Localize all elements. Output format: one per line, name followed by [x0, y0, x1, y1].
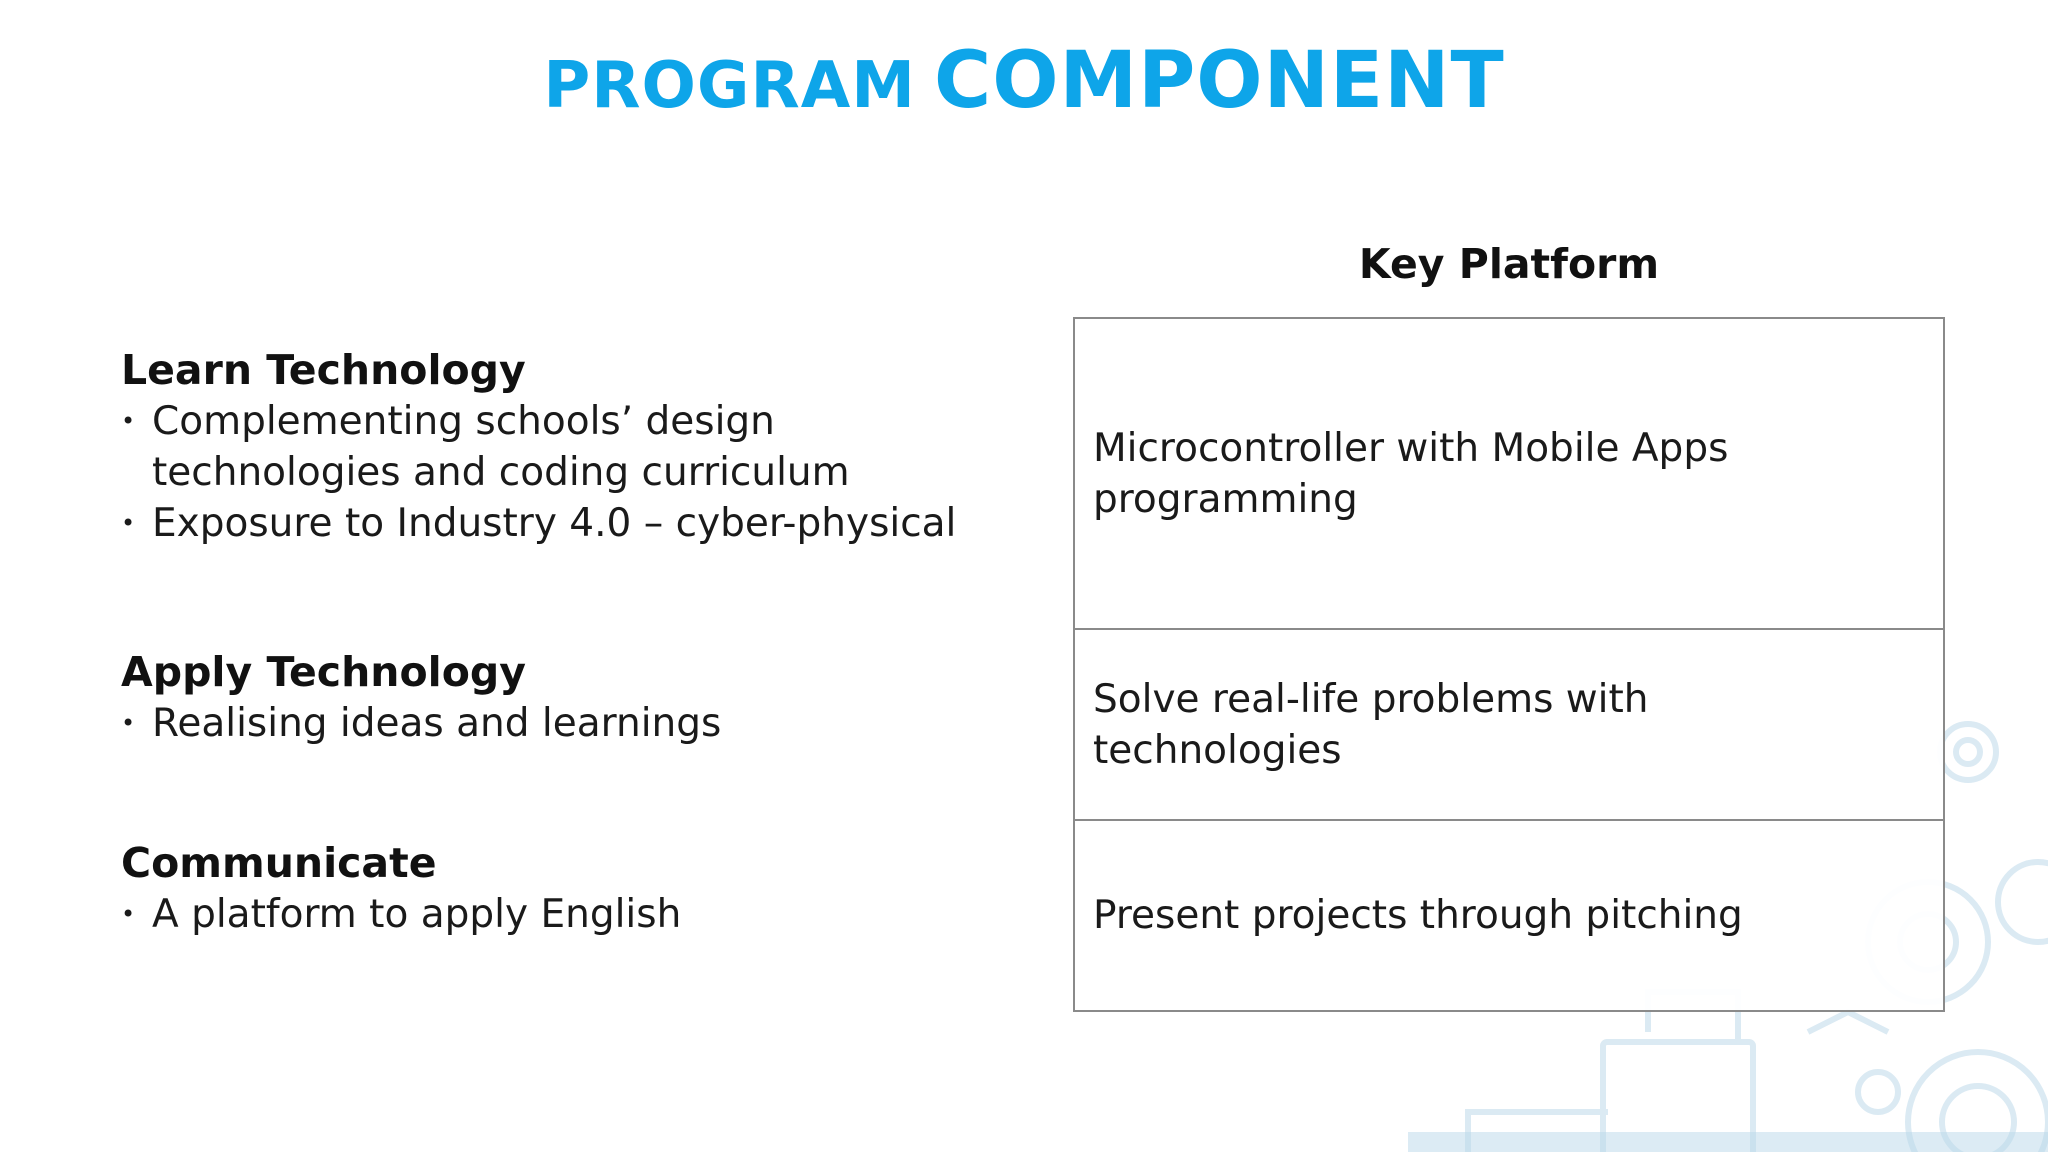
bullet-list	[121, 396, 1051, 549]
title-word-component: COMPONENT	[933, 36, 1505, 126]
bullet-text-line: technologies and coding curriculum	[152, 450, 850, 495]
key-platform-heading: Key Platform	[1358, 240, 1660, 288]
bullet-list	[121, 698, 1051, 749]
cell-text-line: Solve real-life problems with	[1093, 676, 1649, 722]
slide-title	[0, 36, 2048, 126]
bullet-text-line: Complementing schools’ design	[152, 399, 775, 444]
bullet-list	[121, 889, 1051, 940]
bullet-dot: •	[121, 709, 136, 737]
table-row	[1075, 630, 1943, 821]
cell-text-line: technologies	[1093, 727, 1342, 773]
bullet-text-line: Realising ideas and learnings	[152, 701, 722, 746]
table-cell	[1093, 423, 1728, 525]
table-cell	[1093, 674, 1649, 776]
bullet-item	[121, 698, 1051, 749]
section-learn-technology	[121, 344, 1051, 549]
section-apply-technology	[121, 646, 1051, 749]
section-heading: Communicate	[121, 839, 437, 887]
bullet-text-line: Exposure to Industry 4.0 – cyber-physical	[152, 501, 957, 546]
bullet-text-line: A platform to apply English	[152, 892, 682, 937]
section-heading: Learn Technology	[121, 346, 526, 394]
cell-text-line: Microcontroller with Mobile Apps	[1093, 425, 1729, 471]
table-row	[1075, 319, 1943, 630]
bullet-dot: •	[121, 900, 136, 928]
cell-text-line: programming	[1093, 476, 1358, 522]
section-heading: Apply Technology	[121, 648, 526, 696]
bullet-item	[121, 498, 1051, 549]
cell-text-line: Present projects through pitching	[1093, 893, 1743, 938]
bullet-item	[121, 889, 1051, 940]
bullet-dot: •	[121, 407, 136, 435]
table-cell	[1093, 890, 1743, 941]
bullet-dot: •	[121, 509, 136, 537]
key-platform-table	[1073, 317, 1945, 1012]
table-row	[1075, 821, 1943, 1010]
title-word-program: PROGRAM	[543, 49, 916, 123]
bullet-item	[121, 396, 1051, 498]
section-communicate	[121, 837, 1051, 940]
